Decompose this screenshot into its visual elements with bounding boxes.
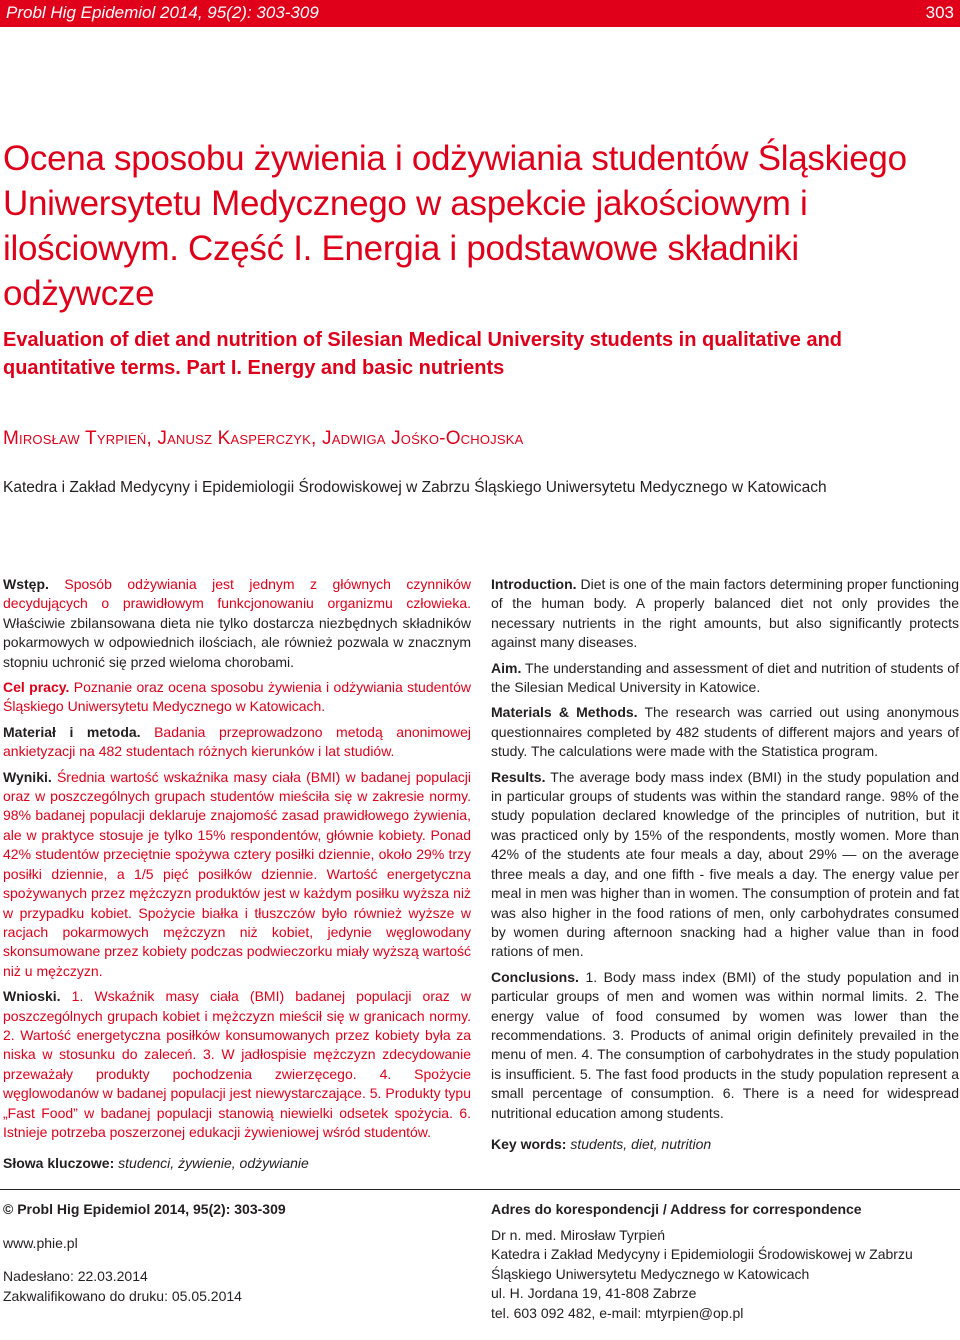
article-title-polish: Ocena sposobu żywienia i odżywiania studentów Śląskiego Uniwersytetu Medycznego w aspekcie jakościowym i ilościowym. Część I. Energia i podstawowe składniki odżywcze [3, 139, 907, 313]
correspondence-dept-line: Śląskiego Uniwersytetu Medycznego w Katowicach [491, 1265, 810, 1282]
section-text: Właściwie zbilansowana dieta nie tylko dostarcza niezbędnych składników pokarmowych w odpowiednich ilościach, ale również pozwala w znacznym stopniu uchronić się przed wieloma chorobami. [3, 614, 471, 670]
abstract-pl-keywords [3, 1154, 471, 1173]
section-label: Aim. [491, 659, 522, 676]
section-text: Diet is one of the main factors determining proper functioning of the human body. A properly balanced diet not only provides the necessary nutrients in the right amounts, but also significantly protects against many diseases. [491, 576, 959, 651]
abstract-en-results [491, 768, 959, 962]
section-text: Poznanie oraz ocena sposobu żywienia i odżywiania studentów Śląskiego Uniwersytetu Medycznego w Katowicach. [3, 679, 471, 715]
section-text: Badania przeprowadzono metodą anonimowej ankietyzacji na 482 studentach różnych kierunków i lat studiów. [3, 723, 471, 760]
section-label: Introduction. [491, 576, 577, 592]
running-header [0, 0, 960, 27]
section-text: The understanding and assessment of diet and nutrition of students of the Silesian Medical University in Katowice. [491, 659, 959, 696]
correspondence-title: Adres do korespondencji / Address for correspondence [491, 1201, 862, 1217]
abstract-english [491, 575, 959, 1160]
section-label: Results. [491, 768, 546, 785]
abstract-en-aim [491, 659, 959, 698]
received-date: Nadesłano: 22.03.2014 [3, 1268, 148, 1284]
abstract-en-conclusions [491, 968, 959, 1123]
section-label: Cel pracy. [3, 679, 70, 696]
section-text: Średnia wartość wskaźnika masy ciała (BMI) w badanej populacji oraz w poszczególnych grupach studentów mieściła się w zakresie normy. 98% badanej populacji deklaruje znajomość zasad prawidłowego żywienia, ale w praktyce stosuje je tylko 15% respondentów, głównie kobiety. Ponad 42% studentów przeciętnie spożywa cztery posiłki dziennie, około 29% trzy posiłki dziennie, a 1/5 pięć posiłków dziennie. Wartość energetyczna spożywanych przez mężczyzn produktów jest w każdym posiłku wyższa niż w przypadku kobiet. Spożycie białka i tłuszczów było również wyższe w racjach pokarmowych mężczyzn niż kobiet, jedynie węglowodany skonsumowane przez kobiety podczas podwieczorku miały wyższą wartość niż u mężczyzn. [3, 768, 471, 979]
article-title-english: Evaluation of diet and nutrition of Silesian Medical University students in qualitative and quantitative terms. Part I. Energy and basic nutrients [3, 329, 843, 379]
correspondence-contact: tel. 603 092 482, e-mail: mtyrpien@op.pl [491, 1304, 744, 1321]
accepted-date: Zakwalifikowano do druku: 05.05.2014 [3, 1287, 242, 1304]
correspondence-name: Dr n. med. Mirosław Tyrpień [491, 1226, 666, 1243]
section-label: Wnioski. [3, 988, 61, 1005]
abstract-en-keywords [491, 1135, 959, 1154]
section-label: Wstęp. [3, 576, 49, 592]
section-text: The research was carried out using anonymous questionnaires completed by 482 students of different majors and years of study. The calculations were made with the Statistica program. [491, 704, 959, 760]
section-label: Materials & Methods. [491, 704, 638, 721]
section-label: Conclusions. [491, 968, 579, 985]
keywords-label: Słowa kluczowe: [3, 1155, 115, 1172]
section-text: The average body mass index (BMI) in the study population and in particular groups of students was within the standard range. 98% of the study population declared knowledge of the principles of nutrition, but it was practiced only by 15% of the respondents, mostly women. More than 42% of the students ate four meals a day, about 29% — on the average three meals a day, and one fifth - five meals a day. The energy value per meal in men was higher than in women. The consumption of protein and fat was also higher in the food rations of men, only carbohydrates consumed by women during afternoon snacking had a higher value than in food rations of men. [491, 768, 959, 960]
footer-divider [0, 1189, 960, 1190]
correspondence-dept-line: Katedra i Zakład Medycyny i Epidemiologii Środowiskowej w Zabrzu [491, 1246, 913, 1262]
authors: Mirosław Tyrpień, Janusz Kasperczyk, Jadwiga Jośko-Ochojska [3, 428, 524, 449]
section-text: 1. Wskaźnik masy ciała (BMI) badanej populacji oraz w poszczególnych grupach kobiet i mężczyzn mieścił się w granicach normy. 2. Wartość energetyczna posiłków konsumowanych przez kobiety była za niska w stosunku do zaleceń. 3. W jadłospisie mężczyzn zdecydowanie przeważały produkty pochodzenia zwierzęcego. 4. Spożycie węglowodanów w badanej populacji jest niewystarczające. 5. Produkty typu „Fast Food” w badanej populacji stanowią niewielki odsetek spożycia. 6. Istnieje potrzeba poszerzonej edukacji żywieniowej wśród studentów. [3, 988, 471, 1140]
page-number: 303 [925, 3, 954, 22]
section-text: Sposób odżywiania jest jednym z głównych czynników decydujących o prawidłowym funkcjonowaniu organizmu człowieka. [3, 576, 471, 612]
abstract-pl-aim [3, 678, 471, 717]
journal-website-link[interactable]: www.phie.pl [3, 1234, 78, 1251]
abstract-pl-results [3, 768, 471, 981]
keywords-label: Key words: [491, 1135, 567, 1152]
abstract-pl-methods [3, 723, 471, 762]
abstract-en-methods [491, 703, 959, 761]
affiliation: Katedra i Zakład Medycyny i Epidemiologii Środowiskowej w Zabrzu Śląskiego Uniwersytetu Medycznego w Katowicach [3, 479, 827, 496]
keywords-value: students, diet, nutrition [570, 1135, 712, 1152]
journal-reference: Probl Hig Epidemiol 2014, 95(2): 303-309 [6, 3, 319, 22]
abstract-en-intro [491, 575, 959, 653]
footer-journal: © Probl Hig Epidemiol 2014, 95(2): 303-309 [3, 1201, 286, 1217]
publication-info [3, 1200, 463, 1306]
section-text: 1. Body mass index (BMI) of the study population and in particular groups of men and women was within normal limits. 2. The energy value of food consumed by women was lower than the recommendations. 3. Products of animal origin definitely prevailed in the menu of men. 4. The consumption of carbohydrates in the study population is insufficient. 5. The fast food products in the study population represent a small percentage of consumption. 6. There is a need for widespread nutritional education among students. [491, 968, 959, 1121]
abstract-pl-conclusions [3, 987, 471, 1142]
section-label: Wyniki. [3, 768, 52, 785]
abstract-polish [3, 575, 471, 1180]
keywords-value: studenci, żywienie, odżywianie [118, 1155, 309, 1172]
section-label: Materiał i metoda. [3, 723, 141, 740]
correspondence-address [491, 1200, 959, 1323]
correspondence-street: ul. H. Jordana 19, 41-808 Zabrze [491, 1285, 697, 1301]
abstract-pl-intro [3, 575, 471, 672]
